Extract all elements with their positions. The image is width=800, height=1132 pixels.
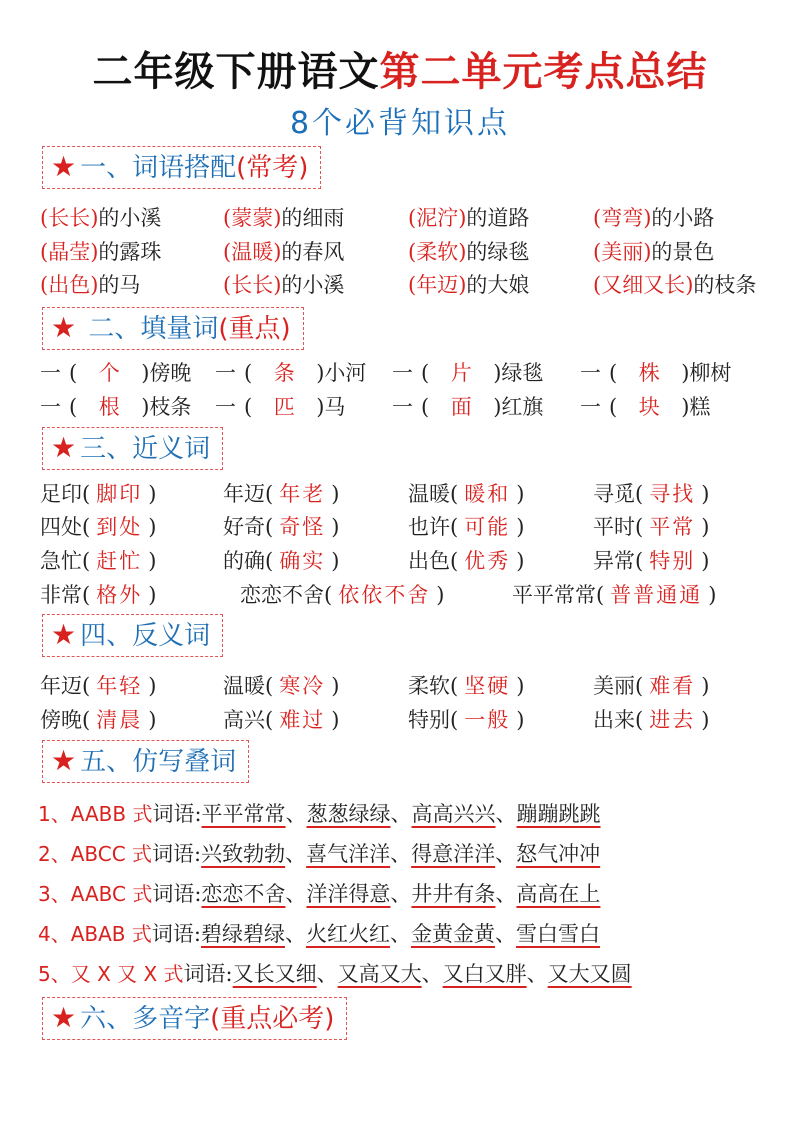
pattern-word: 葱葱绿绿 [306, 802, 391, 826]
pattern-word: 碧绿碧绿 [200, 922, 285, 946]
collocation-answer: (年迈) [408, 273, 467, 297]
collocation-item [40, 202, 161, 232]
collocation-item [593, 236, 714, 266]
close-paren: ) [316, 361, 325, 385]
section-header-collocation [42, 146, 321, 189]
answer: 难过 [279, 708, 326, 732]
answer: 奇怪 [279, 515, 326, 539]
word: 急忙 [40, 549, 82, 573]
close-paren: ) [316, 395, 325, 419]
antonym-item [593, 704, 709, 734]
close-paren: ) [141, 361, 150, 385]
star-icon: ★ [51, 431, 77, 464]
section-label: 四、反义词 [80, 621, 211, 651]
synonym-row [40, 478, 780, 508]
close-paren: ) [331, 549, 340, 573]
answer: 清晨 [96, 708, 143, 732]
close-paren: ) [331, 708, 340, 732]
measure-item [40, 391, 191, 421]
collocation-answer: (又细又长) [593, 273, 694, 297]
collocation-row [40, 236, 780, 266]
synonym-item [593, 545, 709, 575]
open-paren: ( [450, 674, 459, 698]
pattern-word: 喜气洋洋 [306, 842, 391, 866]
open-paren: ( [609, 361, 618, 385]
open-paren: ( [450, 708, 459, 732]
antonym-item [408, 670, 524, 700]
measure-word: 枝条 [149, 395, 192, 419]
open-paren: ( [609, 395, 618, 419]
separator: 、 [285, 882, 307, 906]
close-paren: ) [516, 515, 525, 539]
section-note: (重点必考) [210, 1004, 335, 1034]
separator: 、 [285, 802, 307, 826]
answer: 到处 [96, 515, 143, 539]
answer: 进去 [649, 708, 696, 732]
measure-answer: 根 [98, 395, 120, 419]
pattern-label: 词语: [151, 922, 201, 946]
open-paren: ( [635, 515, 644, 539]
separator: 、 [495, 842, 517, 866]
pattern-word: 恋恋不舍 [201, 882, 286, 906]
pattern-name: 3、AABC 式 [38, 882, 153, 906]
pattern-name: 4、ABAB 式 [38, 922, 152, 946]
page-subtitle: 8个必背知识点 [289, 106, 511, 141]
title-part1: 二年级下册语文 [92, 49, 380, 95]
close-paren: ) [436, 583, 445, 607]
close-paren: ) [516, 482, 525, 506]
separator: 、 [390, 842, 412, 866]
collocation-word: 的大娘 [466, 273, 530, 297]
measure-one: 一 [392, 361, 413, 385]
separator: 、 [526, 962, 548, 986]
close-paren: ) [516, 549, 525, 573]
measure-row [40, 391, 780, 421]
collocation-item [223, 269, 344, 299]
pattern-word: 又大又圆 [547, 962, 632, 986]
section-header-antonyms [42, 614, 223, 657]
synonym-item [593, 511, 709, 541]
synonym-item [40, 579, 156, 609]
pattern-label: 词语: [152, 842, 202, 866]
pattern-row [38, 798, 601, 830]
close-paren: ) [701, 674, 710, 698]
open-paren: ( [324, 583, 333, 607]
open-paren: ( [82, 674, 91, 698]
close-paren: ) [681, 361, 690, 385]
measure-row [40, 357, 780, 387]
word: 温暖 [223, 674, 265, 698]
close-paren: ) [708, 583, 717, 607]
answer: 平常 [649, 515, 696, 539]
measure-word: 糕 [689, 395, 711, 419]
word: 也许 [408, 515, 450, 539]
close-paren: ) [516, 708, 525, 732]
answer: 可能 [464, 515, 511, 539]
open-paren: ( [82, 482, 91, 506]
star-icon: ★ [51, 1001, 77, 1034]
word: 年迈 [223, 482, 265, 506]
close-paren: ) [148, 708, 157, 732]
answer: 暖和 [464, 482, 511, 506]
section-header-measure-words [42, 307, 304, 350]
antonym-item [223, 704, 339, 734]
collocation-row [40, 269, 780, 299]
star-icon: ★ [51, 744, 77, 777]
collocation-word: 的马 [98, 273, 141, 297]
collocation-word: 的枝条 [693, 273, 757, 297]
word: 足印 [40, 482, 82, 506]
measure-item [215, 391, 345, 421]
page-title [0, 40, 800, 97]
separator: 、 [390, 882, 412, 906]
answer: 寒冷 [279, 674, 326, 698]
collocation-row [40, 202, 780, 232]
close-paren: ) [148, 482, 157, 506]
open-paren: ( [635, 549, 644, 573]
open-paren: ( [635, 708, 644, 732]
measure-one: 一 [580, 361, 601, 385]
pattern-row [38, 878, 600, 910]
measure-one: 一 [580, 395, 601, 419]
measure-one: 一 [215, 361, 236, 385]
collocation-answer: (出色) [40, 273, 99, 297]
measure-word: 小河 [324, 361, 367, 385]
open-paren: ( [69, 361, 78, 385]
pattern-word: 井井有条 [411, 882, 496, 906]
word: 温暖 [408, 482, 450, 506]
star-icon: ★ [51, 618, 77, 651]
open-paren: ( [82, 549, 91, 573]
close-paren: ) [331, 515, 340, 539]
section-label: 六、多音字 [80, 1004, 211, 1034]
pattern-word: 又白又胖 [442, 962, 527, 986]
answer: 寻找 [649, 482, 696, 506]
open-paren: ( [82, 515, 91, 539]
collocation-answer: (蒙蒙) [223, 206, 282, 230]
pattern-word: 怒气冲冲 [516, 842, 601, 866]
collocation-answer: (长长) [40, 206, 99, 230]
open-paren: ( [244, 395, 253, 419]
answer: 普普通通 [610, 583, 703, 607]
answer: 依依不舍 [338, 583, 431, 607]
synonym-item [408, 511, 524, 541]
section-note: (常考) [236, 153, 309, 183]
close-paren: ) [148, 515, 157, 539]
measure-answer: 株 [638, 361, 660, 385]
answer: 一般 [464, 708, 511, 732]
collocation-answer: (美丽) [593, 240, 652, 264]
pattern-label: 词语: [152, 882, 202, 906]
synonym-item [223, 478, 339, 508]
measure-one: 一 [40, 395, 61, 419]
word: 好奇 [223, 515, 265, 539]
collocation-item [223, 202, 344, 232]
open-paren: ( [635, 482, 644, 506]
section-label: 五、仿写叠词 [80, 747, 237, 777]
pattern-word: 金黄金黄 [410, 922, 495, 946]
antonym-row [40, 670, 780, 700]
separator: 、 [494, 922, 516, 946]
answer: 优秀 [464, 549, 511, 573]
collocation-word: 的春风 [281, 240, 345, 264]
word: 平时 [593, 515, 635, 539]
measure-one: 一 [215, 395, 236, 419]
close-paren: ) [493, 395, 502, 419]
synonym-item [40, 545, 156, 575]
collocation-item [593, 202, 714, 232]
word: 年迈 [40, 674, 82, 698]
antonym-item [593, 670, 709, 700]
pattern-word: 高高兴兴 [411, 802, 496, 826]
word: 出色 [408, 549, 450, 573]
open-paren: ( [450, 549, 459, 573]
close-paren: ) [331, 674, 340, 698]
measure-answer: 个 [98, 361, 120, 385]
separator: 、 [421, 962, 443, 986]
separator: 、 [316, 962, 338, 986]
close-paren: ) [681, 395, 690, 419]
synonym-item [240, 579, 444, 609]
open-paren: ( [596, 583, 605, 607]
section-label: 一、词语搭配 [80, 153, 237, 183]
collocation-item [40, 269, 140, 299]
close-paren: ) [148, 549, 157, 573]
measure-one: 一 [392, 395, 413, 419]
close-paren: ) [516, 674, 525, 698]
word: 非常 [40, 583, 82, 607]
collocation-item [223, 236, 344, 266]
open-paren: ( [265, 549, 274, 573]
open-paren: ( [265, 674, 274, 698]
measure-answer: 匹 [273, 395, 295, 419]
close-paren: ) [148, 583, 157, 607]
collocation-answer: (柔软) [408, 240, 467, 264]
word: 恋恋不舍 [240, 583, 324, 607]
synonym-item [40, 478, 156, 508]
section-header-polyphonic [42, 997, 347, 1040]
antonym-item [408, 704, 524, 734]
pattern-word: 雪白雪白 [515, 922, 600, 946]
section-header-reduplication [42, 740, 249, 783]
pattern-word: 洋洋得意 [306, 882, 391, 906]
word: 傍晚 [40, 708, 82, 732]
collocation-item [40, 236, 161, 266]
collocation-answer: (晶莹) [40, 240, 99, 264]
pattern-word: 又高又大 [337, 962, 422, 986]
collocation-word: 的小溪 [281, 273, 345, 297]
open-paren: ( [450, 482, 459, 506]
pattern-name: 5、又 X 又 X 式 [38, 962, 184, 986]
collocation-word: 的细雨 [281, 206, 345, 230]
measure-word: 马 [324, 395, 346, 419]
measure-word: 绿毯 [501, 361, 544, 385]
measure-item [580, 357, 731, 387]
collocation-answer: (泥泞) [408, 206, 467, 230]
measure-one: 一 [40, 361, 61, 385]
pattern-name: 2、ABCC 式 [38, 842, 153, 866]
separator: 、 [390, 802, 412, 826]
measure-item [392, 391, 543, 421]
measure-item [580, 391, 710, 421]
word: 出来 [593, 708, 635, 732]
answer: 年轻 [96, 674, 143, 698]
synonym-row [40, 579, 780, 609]
collocation-word: 的道路 [466, 206, 530, 230]
open-paren: ( [635, 674, 644, 698]
close-paren: ) [331, 482, 340, 506]
pattern-row [38, 838, 600, 870]
pattern-word: 高高在上 [516, 882, 601, 906]
antonym-item [40, 704, 156, 734]
answer: 难看 [649, 674, 696, 698]
close-paren: ) [148, 674, 157, 698]
pattern-word: 又长又细 [232, 962, 317, 986]
measure-answer: 块 [638, 395, 660, 419]
measure-word: 红旗 [501, 395, 544, 419]
measure-answer: 条 [273, 361, 295, 385]
collocation-word: 的小路 [651, 206, 715, 230]
section-label: 三、近义词 [80, 434, 211, 464]
pattern-label: 词语: [183, 962, 233, 986]
close-paren: ) [141, 395, 150, 419]
word: 的确 [223, 549, 265, 573]
collocation-item [593, 269, 756, 299]
open-paren: ( [450, 515, 459, 539]
close-paren: ) [701, 708, 710, 732]
open-paren: ( [69, 395, 78, 419]
answer: 赶忙 [96, 549, 143, 573]
word: 平平常常 [512, 583, 596, 607]
pattern-word: 平平常常 [201, 802, 286, 826]
word: 四处 [40, 515, 82, 539]
word: 美丽 [593, 674, 635, 698]
collocation-answer: (温暖) [223, 240, 282, 264]
word: 特别 [408, 708, 450, 732]
open-paren: ( [244, 361, 253, 385]
separator: 、 [495, 882, 517, 906]
answer: 确实 [279, 549, 326, 573]
antonym-row [40, 704, 780, 734]
answer: 坚硬 [464, 674, 511, 698]
measure-item [215, 357, 366, 387]
measure-item [40, 357, 191, 387]
synonym-item [593, 478, 709, 508]
pattern-name: 1、AABB 式 [38, 802, 153, 826]
open-paren: ( [265, 708, 274, 732]
star-icon: ★ [51, 311, 77, 344]
answer: 脚印 [96, 482, 143, 506]
answer: 年老 [279, 482, 326, 506]
collocation-answer: (长长) [223, 273, 282, 297]
close-paren: ) [701, 549, 710, 573]
pattern-word: 得意洋洋 [411, 842, 496, 866]
open-paren: ( [421, 395, 430, 419]
open-paren: ( [265, 482, 274, 506]
open-paren: ( [421, 361, 430, 385]
word: 高兴 [223, 708, 265, 732]
close-paren: ) [701, 515, 710, 539]
word: 寻觅 [593, 482, 635, 506]
measure-answer: 面 [450, 395, 472, 419]
pattern-row [38, 918, 600, 950]
measure-word: 柳树 [689, 361, 732, 385]
open-paren: ( [82, 583, 91, 607]
separator: 、 [285, 842, 307, 866]
word: 柔软 [408, 674, 450, 698]
synonym-item [223, 511, 339, 541]
answer: 特别 [649, 549, 696, 573]
collocation-item [408, 269, 529, 299]
open-paren: ( [265, 515, 274, 539]
pattern-word: 火红火红 [305, 922, 390, 946]
measure-answer: 片 [450, 361, 472, 385]
section-label: 二、填量词 [80, 314, 219, 344]
synonym-item [223, 545, 339, 575]
synonym-item [40, 511, 156, 541]
star-icon: ★ [51, 150, 77, 183]
antonym-item [223, 670, 339, 700]
synonym-item [408, 478, 524, 508]
antonym-item [40, 670, 156, 700]
measure-word: 傍晚 [149, 361, 192, 385]
word: 异常 [593, 549, 635, 573]
separator: 、 [389, 922, 411, 946]
section-note: (重点) [218, 314, 291, 344]
measure-item [392, 357, 543, 387]
collocation-answer: (弯弯) [593, 206, 652, 230]
synonym-item [408, 545, 524, 575]
collocation-item [408, 202, 529, 232]
section-header-synonyms [42, 427, 223, 470]
collocation-item [408, 236, 529, 266]
collocation-word: 的露珠 [98, 240, 162, 264]
synonym-item [512, 579, 716, 609]
collocation-word: 的小溪 [98, 206, 162, 230]
pattern-word: 兴致勃勃 [201, 842, 286, 866]
collocation-word: 的景色 [651, 240, 715, 264]
synonym-row [40, 545, 780, 575]
collocation-word: 的绿毯 [466, 240, 530, 264]
pattern-row [38, 958, 632, 990]
title-part2: 第二单元考点总结 [379, 49, 708, 95]
close-paren: ) [493, 361, 502, 385]
open-paren: ( [82, 708, 91, 732]
pattern-label: 词语: [152, 802, 202, 826]
pattern-word: 蹦蹦跳跳 [516, 802, 601, 826]
answer: 格外 [96, 583, 143, 607]
separator: 、 [495, 802, 517, 826]
close-paren: ) [701, 482, 710, 506]
synonym-row [40, 511, 780, 541]
separator: 、 [284, 922, 306, 946]
